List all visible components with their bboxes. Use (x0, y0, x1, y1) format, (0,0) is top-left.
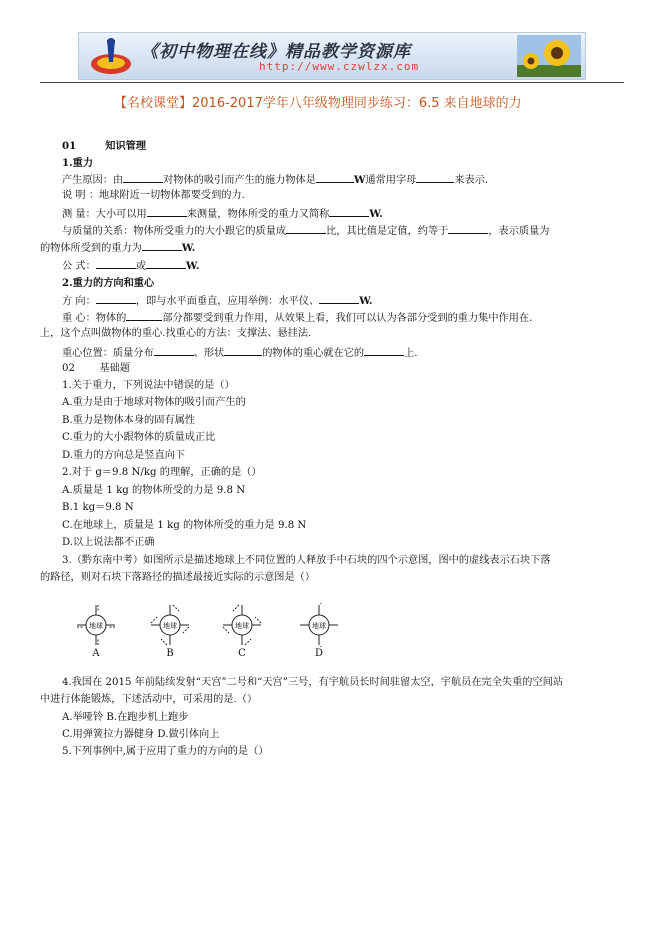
blank[interactable] (329, 206, 369, 217)
line-explain: 说 明 ：地球附近一切物体都要受到的力. (62, 190, 245, 201)
origin-text-d: 通常用字母 (365, 175, 417, 186)
blank[interactable] (154, 345, 194, 356)
header-banner (78, 32, 586, 80)
section-heading-basic (62, 362, 130, 376)
measure-text-c: W. (369, 208, 383, 220)
logo-icon (89, 36, 133, 76)
blank[interactable] (319, 293, 359, 304)
section-number: 02 (62, 363, 75, 374)
question-4-line-2: 中进行体能锻炼，下述活动中，可采用的是.（） (40, 694, 258, 705)
sunflower-icon (517, 35, 581, 77)
position-text-b: 、形状 (193, 348, 225, 359)
diagram-b-label: B (166, 648, 174, 659)
blank[interactable] (96, 293, 136, 304)
origin-text-c: W (353, 174, 366, 186)
blank[interactable] (123, 172, 163, 183)
blank[interactable] (142, 240, 182, 251)
q4-options-cd[interactable]: C.用弹簧拉力器健身 D.做引体向上 (62, 729, 220, 740)
blank[interactable] (126, 310, 162, 321)
q2-option-c[interactable]: C.在地球上，质量是 1 kg 的物体所受的重力是 9.8 N (62, 520, 307, 531)
subheading-direction: 2.重力的方向和重心 (62, 277, 155, 289)
position-text-a: 重心位置：质量分布 (62, 348, 154, 359)
diagram-c-label: C (238, 648, 246, 659)
origin-text-b: 对物体的吸引而产生的施力物体是 (163, 175, 316, 186)
diagram-b[interactable] (150, 603, 190, 667)
question-3-line-1: 3.（黔东南中考）如图所示是描述地球上不同位置的人释放手中石块的四个示意图，图中的虚线表示石块下落 (62, 555, 551, 566)
question-1: 1.关于重力，下列说法中错误的是（） (62, 380, 235, 391)
blank[interactable] (364, 345, 404, 356)
banner-url[interactable]: http://www.czwlzx.com (259, 60, 420, 73)
banner-title: 《初中物理在线》精品教学资源库 (141, 42, 411, 62)
line-relation-2 (40, 240, 195, 256)
q2-option-b[interactable]: B.1 kg＝9.8 N (62, 502, 134, 513)
q4-options-ab[interactable]: A.举哑铃 B.在跑步机上跑步 (62, 712, 189, 723)
q1-option-c[interactable]: C.重力的大小跟物体的质量成正比 (62, 432, 216, 443)
blank[interactable] (416, 172, 454, 183)
earth-label: 地球 (312, 622, 326, 630)
earth-diagram-d-icon (299, 603, 339, 647)
measure-text-a: 测 量：大小可以用 (62, 209, 147, 220)
earth-diagram-a-icon (76, 603, 116, 647)
earth-diagram-b-icon (150, 603, 190, 647)
blank[interactable] (286, 223, 326, 234)
diagram-d-label: D (314, 648, 324, 659)
q1-option-b[interactable]: B.重力是物体本身的固有属性 (62, 415, 195, 426)
line-origin (62, 172, 488, 188)
measure-text-b: 来测量，物体所受的重力又简称 (186, 209, 330, 220)
origin-text-a: 产生原因：由 (62, 175, 124, 186)
earth-diagrams (62, 603, 362, 667)
relation-text-a: 与质量的关系：物体所受重力的大小跟它的质量成 (62, 226, 287, 237)
line-cog-2: 上，这个点叫做物体的重心.找重心的方法：支撑法、悬挂法. (40, 328, 312, 339)
relation2-text-b: W. (181, 242, 196, 254)
q2-option-d[interactable]: D.以上说法都不正确 (62, 537, 155, 548)
direction-text-b: ，即与水平面垂直，应用举例：水平仪、 (135, 296, 320, 307)
relation-text-c: ，表示质量为 (488, 226, 550, 237)
earth-diagram-c-icon (222, 603, 262, 647)
question-3-line-2: 的路径，则对石块下落路径的描述最接近实际的示意图是（） (40, 572, 316, 583)
section-heading-knowledge (62, 139, 146, 153)
cog-text-b: 部分都要受到重力作用，从效果上看，我们可以认为各部分受到的重力集中作用在. (162, 313, 533, 324)
line-cog (62, 310, 532, 326)
diagram-a-label: A (92, 648, 100, 659)
section-name: 基础题 (99, 363, 131, 374)
question-5: 5.下列事例中,属于应用了重力的方向的是（） (62, 746, 269, 757)
section-number: 01 (62, 140, 77, 152)
position-text-d: 上. (404, 348, 418, 359)
position-text-c: 的物体的重心就在它的 (262, 348, 365, 359)
cog-text-a: 重 心：物体的 (62, 313, 127, 324)
question-2: 2.对于 g＝9.8 N/kg 的理解，正确的是（） (62, 467, 262, 478)
header-divider (40, 82, 624, 83)
blank[interactable] (448, 223, 488, 234)
line-formula (62, 258, 199, 274)
line-direction (62, 293, 373, 309)
line-relation (62, 223, 550, 239)
direction-text-c: W. (359, 295, 373, 307)
direction-text-a: 方 向： (62, 296, 96, 307)
blank[interactable] (316, 172, 354, 183)
formula-text-c: W. (186, 260, 200, 272)
line-measure (62, 206, 383, 222)
earth-label: 地球 (89, 622, 103, 630)
blank[interactable] (146, 258, 186, 269)
section-name: 知识管理 (105, 140, 147, 152)
earth-label: 地球 (235, 622, 249, 630)
formula-text-a: 公 式： (62, 261, 96, 272)
document-title: 【名校课堂】2016-2017学年八年级物理同步练习：6.5 来自地球的力 (114, 96, 522, 111)
blank[interactable] (96, 258, 136, 269)
earth-label: 地球 (163, 622, 177, 630)
relation2-text-a: 的物体所受到的重力为 (40, 243, 142, 254)
origin-text-e: 来表示. (454, 175, 489, 186)
diagram-a[interactable] (76, 603, 116, 667)
q2-option-a[interactable]: A.质量是 1 kg 的物体所受的力是 9.8 N (62, 485, 246, 496)
diagram-d[interactable] (299, 603, 339, 667)
q1-option-a[interactable]: A.重力是由于地球对物体的吸引而产生的 (62, 397, 246, 408)
blank[interactable] (147, 206, 187, 217)
relation-text-b: 比，其比值是定值，约等于 (326, 226, 449, 237)
subheading-gravity: 1.重力 (62, 157, 94, 169)
q1-option-d[interactable]: D.重力的方向总是竖直向下 (62, 450, 186, 461)
diagram-c[interactable] (222, 603, 262, 667)
formula-text-b: 或 (135, 261, 146, 272)
question-4-line-1: 4.我国在 2015 年前陆续发射“天宫”二号和“天宫”三号，有宇航员长时间驻留太空，宇航员在完全失重的空间站 (62, 677, 564, 688)
blank[interactable] (224, 345, 262, 356)
line-position (62, 345, 418, 361)
